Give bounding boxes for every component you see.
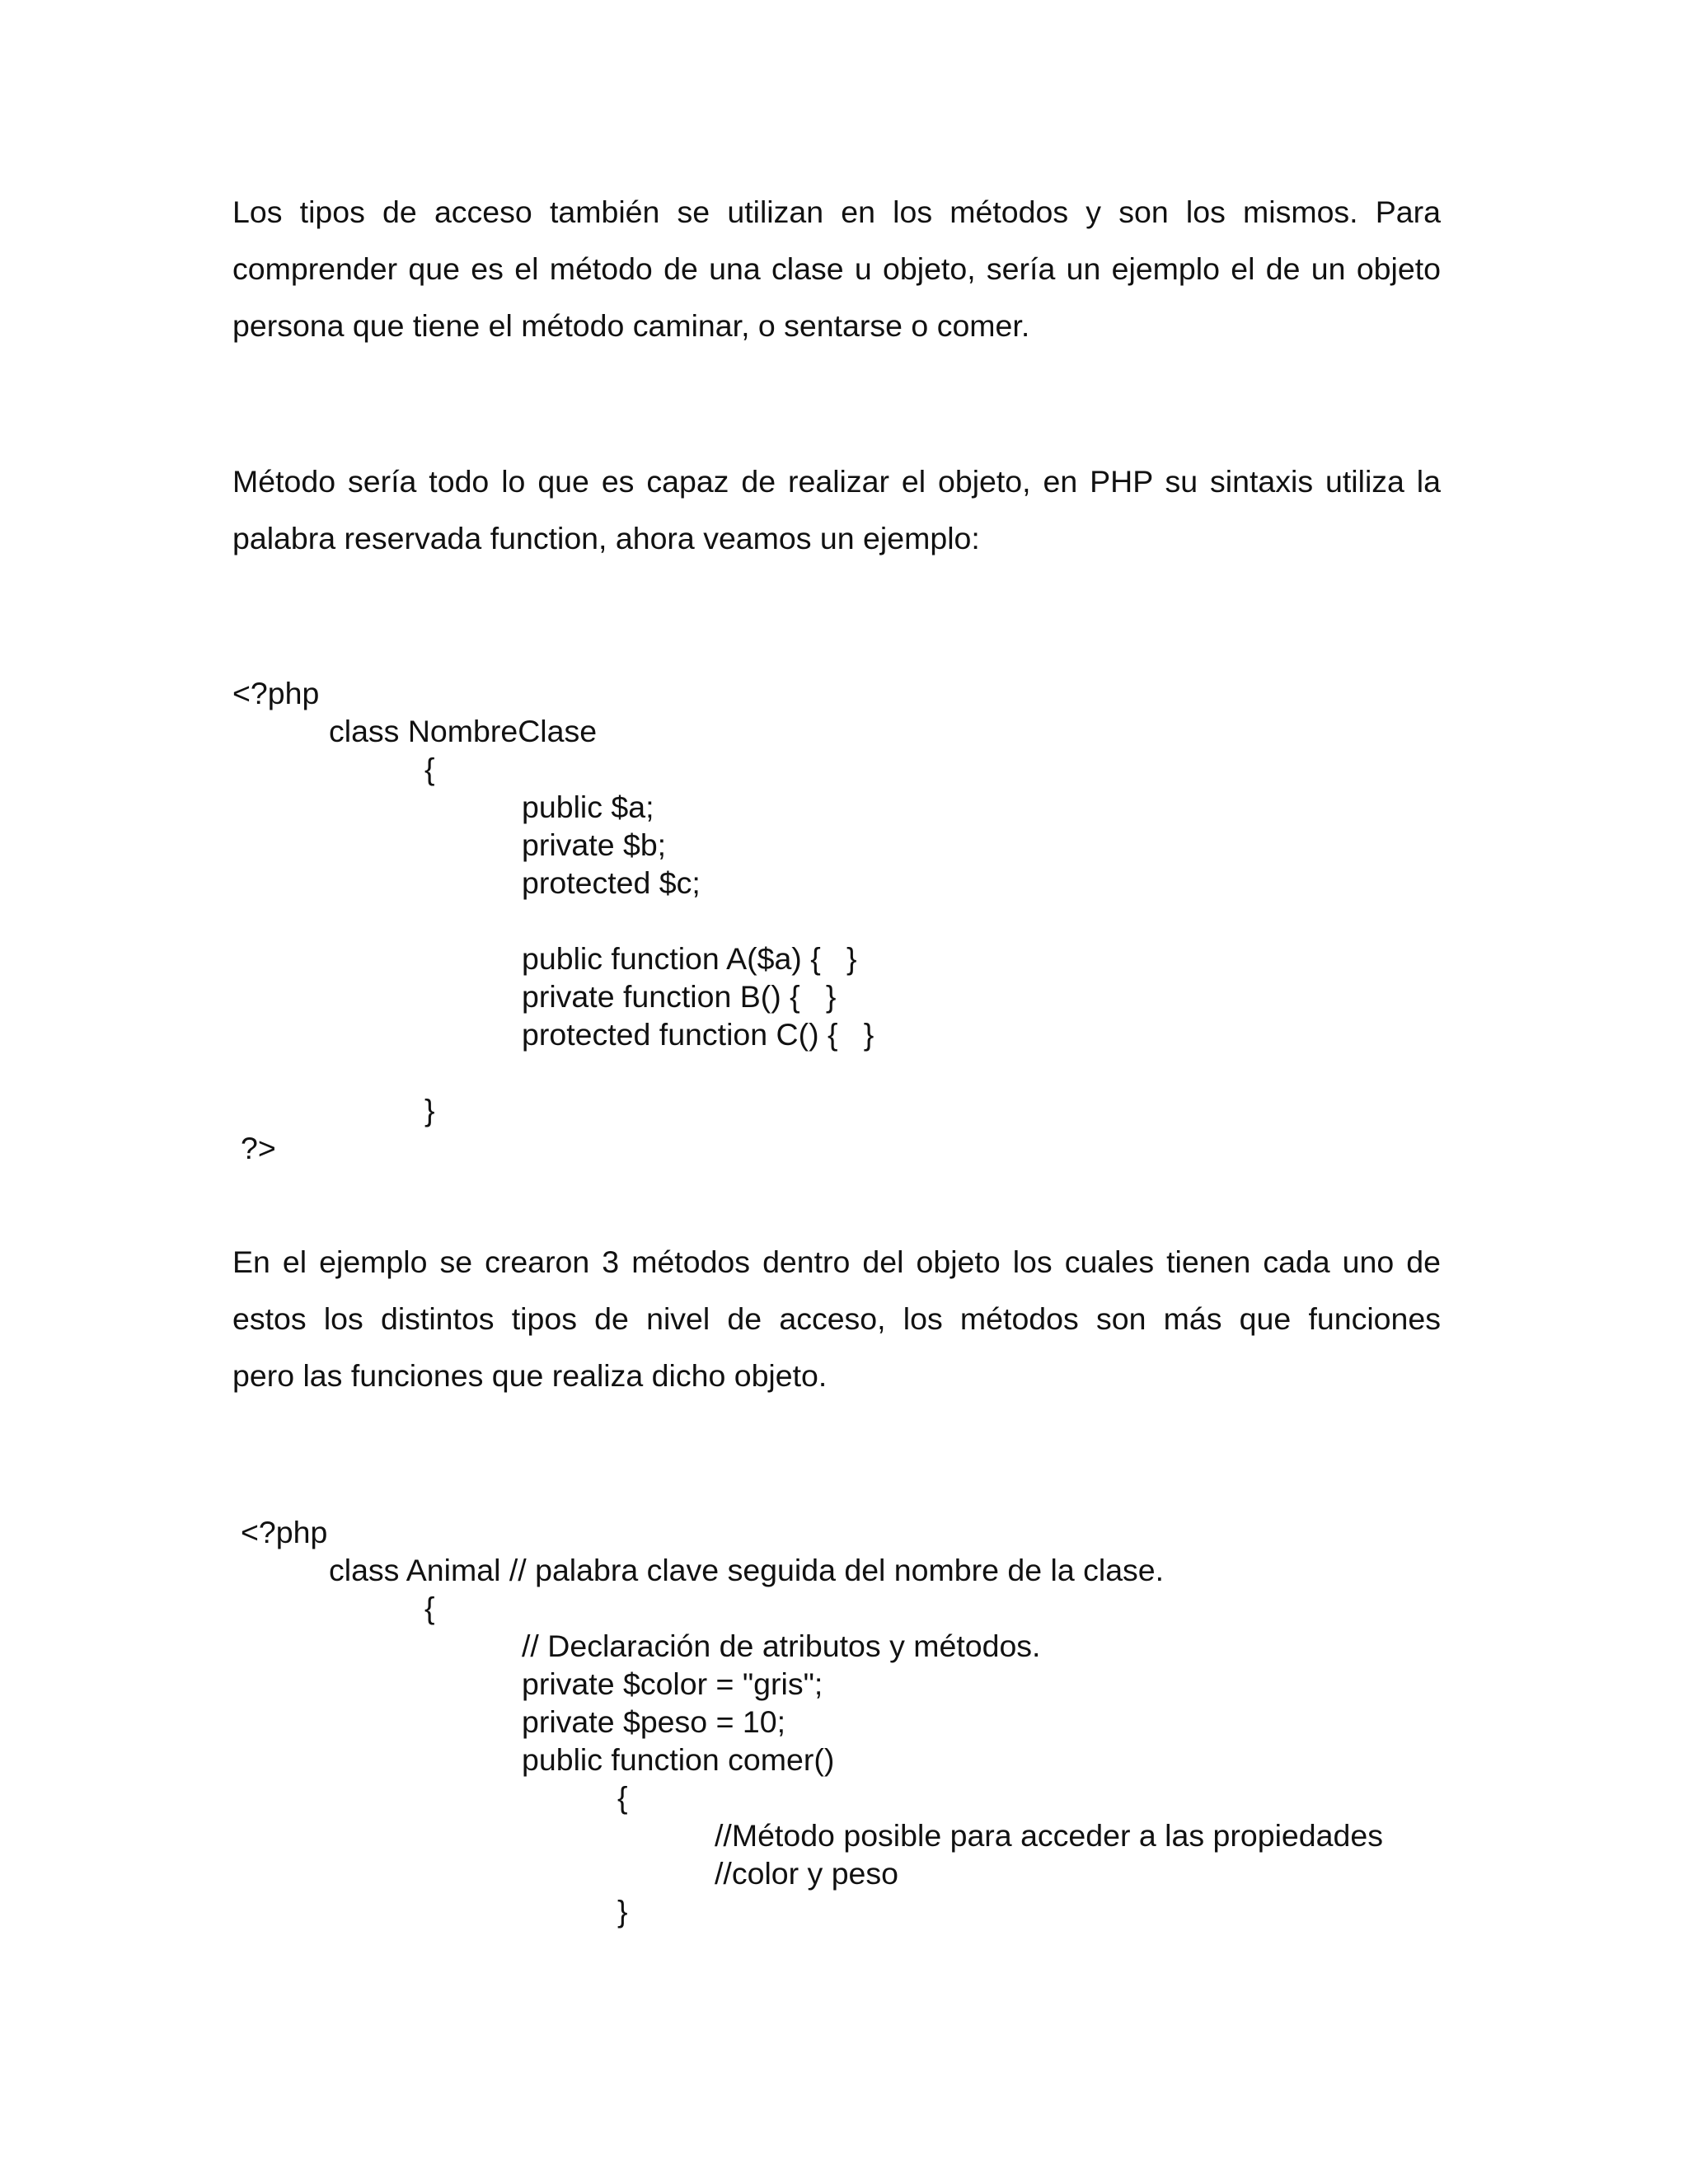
code-line: // Declaración de atributos y métodos. — [522, 1629, 1041, 1663]
code-line: public function comer() — [522, 1742, 835, 1777]
code-line: } — [424, 1093, 435, 1127]
code-line: private $color = "gris"; — [522, 1666, 823, 1701]
code-line: private $b; — [522, 827, 667, 862]
text-line: estos los distintos tipos de nivel de acceso, los métodos son más que funciones — [232, 1301, 1441, 1336]
code-line: ?> — [241, 1131, 276, 1165]
code-line: public $a; — [522, 790, 654, 824]
method-definition-paragraph — [232, 453, 1441, 567]
code-line: //Método posible para acceder a las propiedades — [715, 1818, 1383, 1853]
code-line: private function B() { } — [522, 979, 837, 1014]
code-line: } — [617, 1894, 628, 1929]
text-line: En el ejemplo se crearon 3 métodos dentro del objeto los cuales tienen cada uno de — [232, 1244, 1441, 1279]
code-line: { — [424, 1591, 435, 1625]
example-explanation-paragraph — [232, 1234, 1441, 1404]
code-line: protected $c; — [522, 865, 701, 900]
text-line: pero las funciones que realiza dicho objeto. — [232, 1358, 828, 1393]
code-line: protected function C() { } — [522, 1017, 874, 1052]
text-line: Los tipos de acceso también se utilizan en los métodos y son los mismos. Para — [232, 194, 1441, 229]
code-line: <?php — [241, 1515, 328, 1549]
code-line: //color y peso — [715, 1856, 899, 1891]
text-line: comprender que es el método de una clase u objeto, sería un ejemplo el de un objeto — [232, 251, 1441, 286]
text-line: palabra reservada function, ahora veamos un ejemplo: — [232, 521, 980, 555]
intro-paragraph — [232, 184, 1441, 354]
code-line: { — [424, 752, 435, 786]
code-line: class NombreClase — [329, 714, 598, 748]
text-line: persona que tiene el método caminar, o sentarse o comer. — [232, 308, 1030, 343]
text-line: Método sería todo lo que es capaz de realizar el objeto, en PHP su sintaxis utiliza la — [232, 464, 1441, 499]
code-line: { — [617, 1780, 628, 1815]
code-line: class Animal // palabra clave seguida del nombre de la clase. — [329, 1553, 1165, 1587]
code-line: public function A($a) { } — [522, 941, 857, 976]
code-line: private $peso = 10; — [522, 1704, 786, 1739]
code-line: <?php — [232, 676, 320, 710]
